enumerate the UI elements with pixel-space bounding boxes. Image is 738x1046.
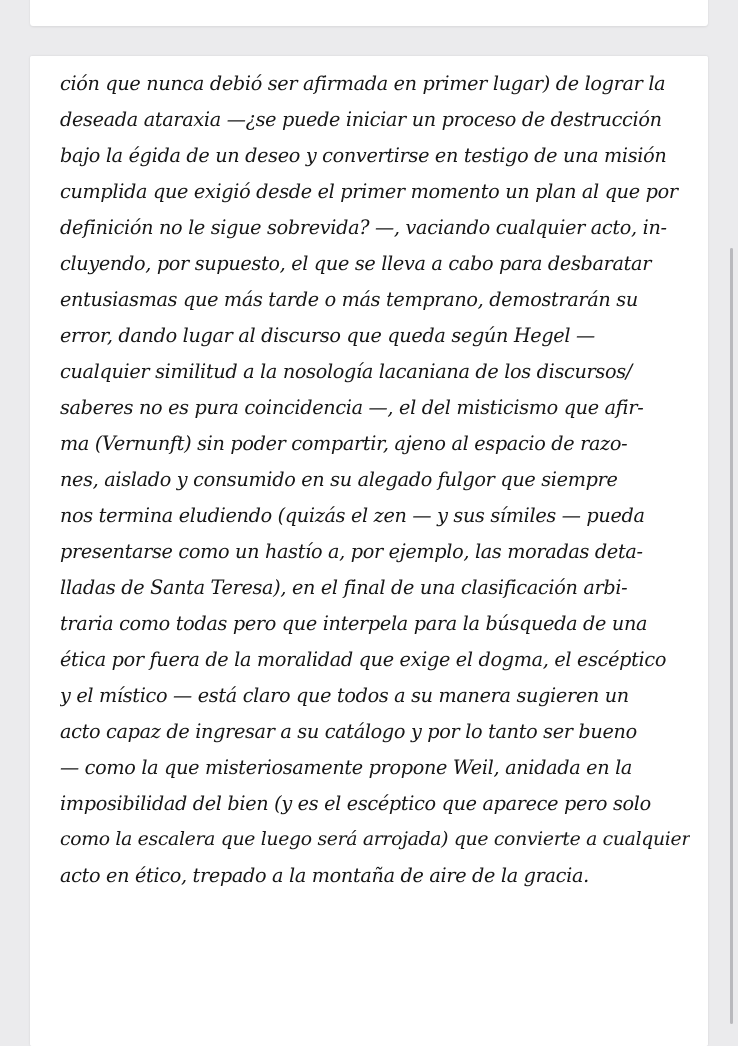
previous-page-bottom xyxy=(30,0,708,26)
text-line: cumplida que exigió desde el primer momento un plan al que por xyxy=(60,180,678,203)
text-line: cluyendo, por supuesto, el que se lleva a cabo para desbaratar xyxy=(60,252,652,275)
text-line: acto capaz de ingresar a su catálogo y por lo tanto ser bueno xyxy=(60,720,637,743)
text-line: error, dando lugar al discurso que queda según Hegel — xyxy=(60,324,595,347)
text-line: imposibilidad del bien (y es el escéptico que aparece pero solo xyxy=(60,792,651,815)
text-line: y el místico — está claro que todos a su manera sugieren un xyxy=(60,684,629,707)
text-line: cualquier similitud a la nosología lacaniana de los discursos/ xyxy=(60,360,632,383)
text-line: nes, aislado y consumido en su alegado fulgor que siempre xyxy=(60,468,618,491)
text-line: ma (Vernunft) sin poder compartir, ajeno al espacio de razo- xyxy=(60,432,628,455)
handwritten-text xyxy=(60,66,690,894)
text-line: saberes no es pura coincidencia —, el del misticismo que afir- xyxy=(60,396,644,419)
text-line: como la escalera que luego será arrojada) que convierte a cualquier xyxy=(60,829,690,850)
text-line: nos termina eludiendo (quizás el zen — y sus símiles — pueda xyxy=(60,504,645,527)
text-line: entusiasmas que más tarde o más temprano, demostrarán su xyxy=(60,288,638,311)
text-line: lladas de Santa Teresa), en el final de una clasificación arbi- xyxy=(60,576,628,599)
text-line: traria como todas pero que interpela para la búsqueda de una xyxy=(60,612,648,635)
scrollbar[interactable] xyxy=(730,248,733,1024)
text-line: presentarse como un hastío a, por ejemplo, las moradas deta- xyxy=(60,540,643,563)
text-line: acto en ético, trepado a la montaña de aire de la gracia. xyxy=(60,864,589,887)
text-line: bajo la égida de un deseo y convertirse en testigo de una misión xyxy=(60,144,667,167)
text-line: definición no le sigue sobrevida? —, vaciando cualquier acto, in- xyxy=(60,216,667,239)
text-line: — como la que misteriosamente propone Weil, anidada en la xyxy=(60,756,633,779)
text-line: ción que nunca debió ser afirmada en primer lugar) de lograr la xyxy=(60,72,666,95)
text-line: deseada ataraxia —¿se puede iniciar un proceso de destrucción xyxy=(60,108,662,131)
text-line: ética por fuera de la moralidad que exige el dogma, el escéptico xyxy=(60,648,667,671)
